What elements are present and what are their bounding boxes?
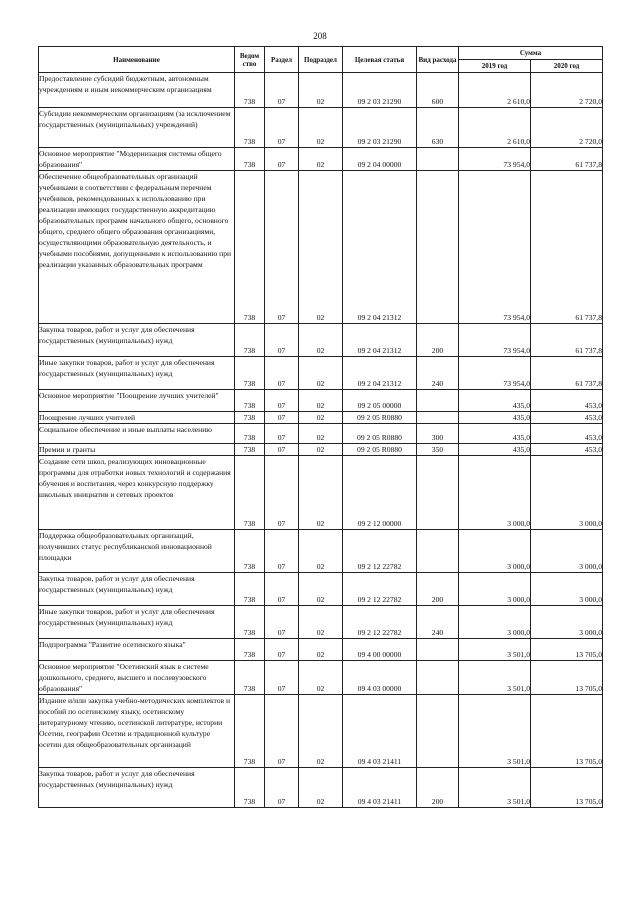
row-name: Создание сети школ, реализующих инновационные программы для отработки новых технологий и содержания обучения и воспитания, через конкурсную поддержку школьных инициатив и сетевых проектов (39, 456, 235, 530)
table-row (39, 108, 603, 148)
row-subsection: 02 (299, 456, 343, 530)
table-row (39, 148, 603, 171)
row-expense-type (417, 148, 459, 171)
row-target: 09 4 00 00000 (343, 639, 417, 661)
header-target: Целевая статья (343, 47, 417, 73)
row-target: 09 2 05 R0880 (343, 444, 417, 456)
row-dept: 738 (235, 357, 265, 390)
table-row (39, 768, 603, 808)
row-section: 07 (265, 606, 299, 639)
row-sum-2020: 61 737,8 (531, 171, 603, 324)
row-sum-2019: 435,0 (459, 412, 531, 424)
row-target: 09 2 12 22782 (343, 606, 417, 639)
row-expense-type: 630 (417, 108, 459, 148)
row-sum-2020: 3 000,0 (531, 573, 603, 606)
row-name: Издание и/или закупка учебно-методических комплектов и пособий по осетинскому языку, осетинскому литературному чтению, осетинской литературе, истории Осетии, географии Осетии и традиционной культуре осетин для общеобразовательных организаций (39, 695, 235, 768)
row-sum-2019: 435,0 (459, 444, 531, 456)
row-sum-2020: 61 737,8 (531, 357, 603, 390)
row-target: 09 2 03 21290 (343, 73, 417, 108)
row-sum-2019: 2 610,0 (459, 73, 531, 108)
row-sum-2019: 3 501,0 (459, 661, 531, 695)
header-section: Раздел (265, 47, 299, 73)
row-name: Иные закупки товаров, работ и услуг для обеспечения государственных (муниципальных) нужд (39, 357, 235, 390)
row-section: 07 (265, 456, 299, 530)
row-sum-2019: 3 000,0 (459, 530, 531, 573)
row-sum-2020: 13 705,0 (531, 639, 603, 661)
row-section: 07 (265, 639, 299, 661)
row-target: 09 2 03 21290 (343, 108, 417, 148)
row-dept: 738 (235, 73, 265, 108)
row-dept: 738 (235, 695, 265, 768)
row-expense-type: 200 (417, 573, 459, 606)
header-expense-type: Вид расхода (417, 47, 459, 73)
row-subsection: 02 (299, 108, 343, 148)
row-subsection: 02 (299, 424, 343, 444)
row-expense-type: 240 (417, 606, 459, 639)
row-sum-2020: 453,0 (531, 412, 603, 424)
row-target: 09 2 04 21312 (343, 324, 417, 357)
row-name: Предоставление субсидий бюджетным, автономным учреждениям и иным некоммерческим организациям (39, 73, 235, 108)
row-sum-2020: 13 705,0 (531, 661, 603, 695)
row-expense-type: 240 (417, 357, 459, 390)
row-section: 07 (265, 148, 299, 171)
row-target: 09 4 03 21411 (343, 695, 417, 768)
row-dept: 738 (235, 171, 265, 324)
row-sum-2019: 73 954,0 (459, 171, 531, 324)
row-dept: 738 (235, 444, 265, 456)
row-subsection: 02 (299, 606, 343, 639)
row-sum-2020: 2 720,0 (531, 108, 603, 148)
row-dept: 738 (235, 324, 265, 357)
row-dept: 738 (235, 530, 265, 573)
row-dept: 738 (235, 412, 265, 424)
row-sum-2020: 3 000,0 (531, 530, 603, 573)
row-sum-2019: 73 954,0 (459, 357, 531, 390)
row-sum-2020: 61 737,8 (531, 324, 603, 357)
header-year-2019: 2019 год (459, 60, 531, 73)
row-section: 07 (265, 530, 299, 573)
row-target: 09 2 12 00000 (343, 456, 417, 530)
row-target: 09 2 12 22782 (343, 530, 417, 573)
row-dept: 738 (235, 390, 265, 412)
row-subsection: 02 (299, 73, 343, 108)
table-row (39, 424, 603, 444)
row-subsection: 02 (299, 695, 343, 768)
row-sum-2020: 13 705,0 (531, 768, 603, 808)
row-dept: 738 (235, 661, 265, 695)
row-name: Подпрограмма "Развитие осетинского языка" (39, 639, 235, 661)
row-name: Субсидии некоммерческим организациям (за исключением государственных (муниципальных) учреждений) (39, 108, 235, 148)
table-row (39, 390, 603, 412)
row-name: Основное мероприятие "Осетинский язык в системе дошкольного, среднего, высшего и послевузовского образования" (39, 661, 235, 695)
row-target: 09 4 03 21411 (343, 768, 417, 808)
row-name: Социальное обеспечение и иные выплаты населению (39, 424, 235, 444)
budget-table (38, 46, 603, 808)
table-row (39, 695, 603, 768)
row-subsection: 02 (299, 768, 343, 808)
row-sum-2019: 435,0 (459, 390, 531, 412)
row-target: 09 2 04 21312 (343, 171, 417, 324)
row-subsection: 02 (299, 639, 343, 661)
row-expense-type: 300 (417, 424, 459, 444)
row-expense-type (417, 412, 459, 424)
row-expense-type (417, 695, 459, 768)
row-expense-type: 200 (417, 768, 459, 808)
row-sum-2019: 3 000,0 (459, 573, 531, 606)
row-target: 09 2 05 R0880 (343, 412, 417, 424)
row-dept: 738 (235, 768, 265, 808)
header-year-2020: 2020 год (531, 60, 603, 73)
row-section: 07 (265, 444, 299, 456)
row-name: Закупка товаров, работ и услуг для обеспечения государственных (муниципальных) нужд (39, 768, 235, 808)
table-row (39, 456, 603, 530)
row-expense-type: 600 (417, 73, 459, 108)
row-section: 07 (265, 108, 299, 148)
row-section: 07 (265, 424, 299, 444)
row-section: 07 (265, 695, 299, 768)
table-row (39, 639, 603, 661)
row-sum-2019: 3 000,0 (459, 456, 531, 530)
row-sum-2019: 3 000,0 (459, 606, 531, 639)
header-sum: Сумма (459, 47, 603, 60)
row-name: Поддержка общеобразовательных организаций, получивших статус республиканской инновационной площадки (39, 530, 235, 573)
row-sum-2020: 61 737,8 (531, 148, 603, 171)
table-row (39, 661, 603, 695)
row-sum-2019: 3 501,0 (459, 768, 531, 808)
row-section: 07 (265, 324, 299, 357)
row-expense-type (417, 390, 459, 412)
row-subsection: 02 (299, 412, 343, 424)
table-row (39, 73, 603, 108)
row-sum-2020: 13 705,0 (531, 695, 603, 768)
row-subsection: 02 (299, 148, 343, 171)
row-sum-2019: 73 954,0 (459, 148, 531, 171)
row-target: 09 2 05 R0880 (343, 424, 417, 444)
row-expense-type (417, 661, 459, 695)
row-name: Поощрение лучших учителей (39, 412, 235, 424)
row-section: 07 (265, 412, 299, 424)
row-target: 09 4 03 00000 (343, 661, 417, 695)
row-dept: 738 (235, 424, 265, 444)
row-expense-type (417, 639, 459, 661)
row-name: Основное мероприятие "Модернизация системы общего образования" (39, 148, 235, 171)
row-subsection: 02 (299, 444, 343, 456)
table-body (39, 73, 603, 808)
row-expense-type (417, 456, 459, 530)
table-row (39, 444, 603, 456)
header-name: Наименование (39, 47, 235, 73)
row-sum-2020: 3 000,0 (531, 456, 603, 530)
row-name: Основное мероприятие "Поощрение лучших учителей" (39, 390, 235, 412)
row-subsection: 02 (299, 573, 343, 606)
row-dept: 738 (235, 456, 265, 530)
page-number: 208 (313, 31, 327, 41)
row-dept: 738 (235, 148, 265, 171)
row-section: 07 (265, 73, 299, 108)
table-row (39, 324, 603, 357)
row-sum-2019: 3 501,0 (459, 695, 531, 768)
row-expense-type (417, 530, 459, 573)
row-dept: 738 (235, 108, 265, 148)
row-section: 07 (265, 573, 299, 606)
row-name: Закупка товаров, работ и услуг для обеспечения государственных (муниципальных) нужд (39, 573, 235, 606)
row-expense-type: 350 (417, 444, 459, 456)
row-sum-2020: 453,0 (531, 390, 603, 412)
row-subsection: 02 (299, 171, 343, 324)
table-row (39, 530, 603, 573)
row-subsection: 02 (299, 324, 343, 357)
row-subsection: 02 (299, 390, 343, 412)
row-name: Обеспечение общеобразовательных организаций учебниками в соответствии с федеральным перечнем учебников, рекомендованных к использованию при реализации имеющих государственную аккредитацию образовательных программ начального общего, основного общего, среднего общего образования организациями, осуществляющими образовательную деятельность, и учебными пособиями, допущенными к использованию при реализации указанных образовательных программ (39, 171, 235, 324)
table-row (39, 171, 603, 324)
row-dept: 738 (235, 606, 265, 639)
row-target: 09 2 04 21312 (343, 357, 417, 390)
header-dept: Ведом ство (235, 47, 265, 73)
row-sum-2019: 3 501,0 (459, 639, 531, 661)
table-row (39, 573, 603, 606)
row-target: 09 2 04 00000 (343, 148, 417, 171)
table-row (39, 606, 603, 639)
row-name: Премии и гранты (39, 444, 235, 456)
row-section: 07 (265, 661, 299, 695)
table-row (39, 412, 603, 424)
row-section: 07 (265, 171, 299, 324)
row-sum-2019: 2 610,0 (459, 108, 531, 148)
row-subsection: 02 (299, 530, 343, 573)
row-sum-2019: 73 954,0 (459, 324, 531, 357)
header-subsection: Подраздел (299, 47, 343, 73)
row-sum-2019: 435,0 (459, 424, 531, 444)
row-section: 07 (265, 768, 299, 808)
row-sum-2020: 2 720,0 (531, 73, 603, 108)
row-sum-2020: 3 000,0 (531, 606, 603, 639)
row-target: 09 2 05 00000 (343, 390, 417, 412)
row-dept: 738 (235, 573, 265, 606)
table-row (39, 357, 603, 390)
row-expense-type: 200 (417, 324, 459, 357)
row-target: 09 2 12 22782 (343, 573, 417, 606)
row-section: 07 (265, 357, 299, 390)
row-name: Закупка товаров, работ и услуг для обеспечения государственных (муниципальных) нужд (39, 324, 235, 357)
row-subsection: 02 (299, 661, 343, 695)
row-name: Иные закупки товаров, работ и услуг для обеспечения государственных (муниципальных) нужд (39, 606, 235, 639)
row-sum-2020: 453,0 (531, 444, 603, 456)
row-dept: 738 (235, 639, 265, 661)
row-sum-2020: 453,0 (531, 424, 603, 444)
row-subsection: 02 (299, 357, 343, 390)
row-section: 07 (265, 390, 299, 412)
row-expense-type (417, 171, 459, 324)
